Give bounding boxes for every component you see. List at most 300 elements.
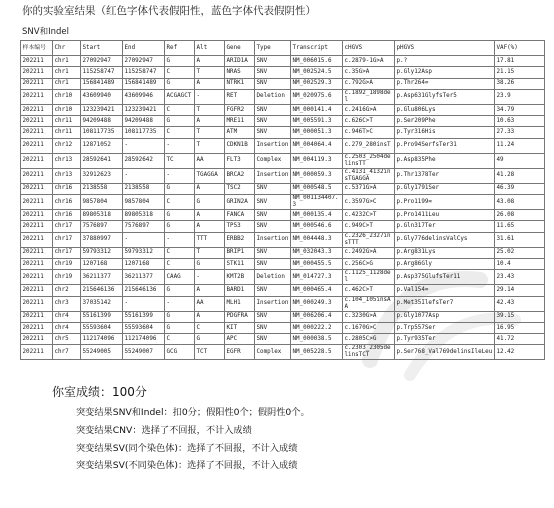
table-cell: ERBB2 <box>225 232 255 247</box>
table-cell: chr11 <box>53 116 81 127</box>
table-cell: 202211 <box>21 232 53 247</box>
table-cell: 202211 <box>21 56 53 67</box>
table-cell: G <box>165 183 195 194</box>
table-cell: 37035142 <box>81 296 123 311</box>
table-cell: NM_000051.3 <box>291 127 343 138</box>
table-cell: - <box>123 232 165 247</box>
table-cell: chr13 <box>53 168 81 183</box>
table-cell: 215646136 <box>123 285 165 296</box>
table-cell: C <box>165 247 195 258</box>
table-cell: 202211 <box>21 270 53 285</box>
table-cell: p.Gln317Ter <box>395 221 495 232</box>
table-cell: 2138558 <box>123 183 165 194</box>
table-cell: c.256C>G <box>343 258 395 269</box>
table-cell: c.35G>A <box>343 67 395 78</box>
table-cell: EGFR <box>225 345 255 360</box>
table-row <box>21 168 545 183</box>
table-cell: 89805318 <box>81 210 123 221</box>
table-cell: KMT2B <box>225 270 255 285</box>
table-cell: p.Glu806Lys <box>395 104 495 115</box>
table-cell: chr7 <box>53 345 81 360</box>
table-cell: 32912623 <box>81 168 123 183</box>
table-cell: G <box>165 78 195 89</box>
table-cell: 28592642 <box>123 153 165 168</box>
table-cell: C <box>165 195 195 210</box>
table-cell: c.2805C>G <box>343 334 395 345</box>
table-cell: 202211 <box>21 153 53 168</box>
table-cell: 202211 <box>21 104 53 115</box>
table-cell: c.104_105insAA <box>343 296 395 311</box>
column-header: pHGVS <box>395 41 495 56</box>
table-cell: 10.63 <box>495 116 545 127</box>
table-cell: 55161399 <box>81 311 123 322</box>
table-cell: 112174096 <box>81 334 123 345</box>
table-cell: - <box>165 138 195 153</box>
table-cell: NM_004119.3 <box>291 153 343 168</box>
table-cell: chr2 <box>53 285 81 296</box>
table-cell: A <box>195 56 225 67</box>
table-cell: 55249005 <box>81 345 123 360</box>
table-header-row <box>21 41 545 56</box>
table-cell: chr4 <box>53 311 81 322</box>
table-cell: GCG <box>165 345 195 360</box>
table-cell: 202211 <box>21 322 53 333</box>
table-cell: p.Gly1077Asp <box>395 311 495 322</box>
table-cell: 28592641 <box>81 153 123 168</box>
table-cell: NM_000135.4 <box>291 210 343 221</box>
table-cell: 202211 <box>21 247 53 258</box>
table-cell: chr1 <box>53 67 81 78</box>
table-cell: 36211377 <box>123 270 165 285</box>
table-cell: p.Gly12Asp <box>395 67 495 78</box>
result-line-sv-different-chromosome: 突变结果SV(不同染色体)：选择了不回报，不计入成绩 <box>76 460 298 472</box>
table-cell: 43.08 <box>495 195 545 210</box>
table-cell: Deletion <box>255 89 291 104</box>
table-cell: c.1125_1128del <box>343 270 395 285</box>
table-cell: A <box>195 183 225 194</box>
table-cell: chr17 <box>53 232 81 247</box>
table-cell: chr1 <box>53 78 81 89</box>
table-cell: 202211 <box>21 345 53 360</box>
table-cell: 1207168 <box>123 258 165 269</box>
table-cell: BARD1 <box>225 285 255 296</box>
table-cell: 39.15 <box>495 311 545 322</box>
table-cell: STK11 <box>225 258 255 269</box>
table-cell: c.462C>T <box>343 285 395 296</box>
table-row <box>21 78 545 89</box>
table-cell: APC <box>225 334 255 345</box>
table-cell: CDKN1B <box>225 138 255 153</box>
table-cell: 112174096 <box>123 334 165 345</box>
table-cell: p.Asp835Phe <box>395 153 495 168</box>
table-cell: ARID1A <box>225 56 255 67</box>
table-cell: 34.79 <box>495 104 545 115</box>
table-row <box>21 258 545 269</box>
table-cell: chr1 <box>53 56 81 67</box>
table-cell: 202211 <box>21 258 53 269</box>
table-cell: 156841489 <box>123 78 165 89</box>
table-cell: TSC2 <box>225 183 255 194</box>
table-cell: chr10 <box>53 89 81 104</box>
table-cell: NM_020975.6 <box>291 89 343 104</box>
table-row <box>21 138 545 153</box>
table-cell: SNV <box>255 285 291 296</box>
table-cell: 202211 <box>21 183 53 194</box>
table-cell: p.Pro94SerfsTer31 <box>395 138 495 153</box>
table-row <box>21 345 545 360</box>
table-cell: FLT3 <box>225 153 255 168</box>
table-cell: 16.95 <box>495 322 545 333</box>
table-cell: NTRK1 <box>225 78 255 89</box>
table-cell: C <box>165 334 195 345</box>
table-cell: 42.43 <box>495 296 545 311</box>
table-cell: p.Ser768_Val769delinsIleLeu <box>395 345 495 360</box>
table-cell: G <box>165 210 195 221</box>
table-cell: c.2492G>A <box>343 247 395 258</box>
table-cell: 36211377 <box>81 270 123 285</box>
table-row <box>21 183 545 194</box>
table-cell: G <box>165 116 195 127</box>
table-cell: A <box>195 210 225 221</box>
table-cell: NM_000038.5 <box>291 334 343 345</box>
table-cell: - <box>195 89 225 104</box>
table-cell: 55593604 <box>123 322 165 333</box>
table-cell: 55593604 <box>81 322 123 333</box>
table-cell: 202211 <box>21 138 53 153</box>
table-cell: NM_000465.4 <box>291 285 343 296</box>
table-cell: 9857804 <box>81 195 123 210</box>
column-header: End <box>123 41 165 56</box>
table-row <box>21 67 545 78</box>
table-cell: SNV <box>255 195 291 210</box>
table-cell: MRE11 <box>225 116 255 127</box>
table-cell: chr3 <box>53 296 81 311</box>
table-cell: Complex <box>255 153 291 168</box>
table-cell: c.1892_1898del <box>343 89 395 104</box>
table-cell: 2138558 <box>81 183 123 194</box>
table-cell: c.5371G>A <box>343 183 395 194</box>
table-cell: CAAG <box>165 270 195 285</box>
table-cell: A <box>195 311 225 322</box>
table-cell: 43609940 <box>81 89 123 104</box>
table-cell: NM_014727.3 <box>291 270 343 285</box>
table-row <box>21 116 545 127</box>
table-cell: FGFR2 <box>225 104 255 115</box>
table-cell: A <box>195 221 225 232</box>
table-cell: 215646136 <box>81 285 123 296</box>
table-cell: G <box>195 334 225 345</box>
table-row <box>21 247 545 258</box>
table-cell: chr19 <box>53 258 81 269</box>
table-cell: - <box>195 270 225 285</box>
table-cell: c.4232C>T <box>343 210 395 221</box>
table-cell: NM_000548.5 <box>291 183 343 194</box>
column-header: Ref <box>165 41 195 56</box>
table-row <box>21 285 545 296</box>
table-cell: Deletion <box>255 270 291 285</box>
table-cell: - <box>165 232 195 247</box>
table-cell: NM_006206.4 <box>291 311 343 322</box>
table-cell: 7576897 <box>81 221 123 232</box>
table-cell: Insertion <box>255 232 291 247</box>
column-header: Start <box>81 41 123 56</box>
table-cell: Complex <box>255 345 291 360</box>
table-cell: 94209488 <box>81 116 123 127</box>
table-cell: 156841489 <box>81 78 123 89</box>
table-cell: c.792G>A <box>343 78 395 89</box>
table-cell: c.3597G>C <box>343 195 395 210</box>
table-cell: 43609946 <box>123 89 165 104</box>
table-cell: C <box>195 322 225 333</box>
table-cell: SNV <box>255 322 291 333</box>
table-cell: TTT <box>195 232 225 247</box>
table-cell: p.Thr264= <box>395 78 495 89</box>
table-cell: TGAGGA <box>195 168 225 183</box>
table-row <box>21 195 545 210</box>
table-cell: 115258747 <box>123 67 165 78</box>
table-cell: NM_005228.5 <box>291 345 343 360</box>
table-cell: 202211 <box>21 296 53 311</box>
table-cell: 9857804 <box>123 195 165 210</box>
column-header: Gene <box>225 41 255 56</box>
table-cell: SNV <box>255 221 291 232</box>
table-cell: c.2326_2327insTTT <box>343 232 395 247</box>
table-cell: 202211 <box>21 127 53 138</box>
table-cell: p.? <box>395 56 495 67</box>
table-cell: p.Arg86Gly <box>395 258 495 269</box>
table-cell: 11.65 <box>495 221 545 232</box>
table-cell: Insertion <box>255 138 291 153</box>
table-cell: p.Tyr935Ter <box>395 334 495 345</box>
table-cell: 12871052 <box>81 138 123 153</box>
table-cell: NM_004064.4 <box>291 138 343 153</box>
table-cell: 31.61 <box>495 232 545 247</box>
table-cell: G <box>165 221 195 232</box>
table-row <box>21 232 545 247</box>
table-cell: Insertion <box>255 168 291 183</box>
section-label: SNV和Indel <box>22 27 69 37</box>
table-cell: MLH1 <box>225 296 255 311</box>
table-cell: C <box>165 127 195 138</box>
table-cell: NM_000546.6 <box>291 221 343 232</box>
table-cell: c.2416G>A <box>343 104 395 115</box>
table-cell: 55249007 <box>123 345 165 360</box>
table-cell: G <box>165 322 195 333</box>
table-cell: 59793312 <box>81 247 123 258</box>
table-cell: SNV <box>255 78 291 89</box>
table-cell: p.Asp631GlyfsTer5 <box>395 89 495 104</box>
table-cell: p.Arg831Lys <box>395 247 495 258</box>
table-cell: chr10 <box>53 104 81 115</box>
table-cell: A <box>195 116 225 127</box>
table-cell: NM_032043.3 <box>291 247 343 258</box>
table-cell: 21.15 <box>495 67 545 78</box>
table-cell: - <box>123 296 165 311</box>
table-cell: c.2303_2305delinsTCT <box>343 345 395 360</box>
table-row <box>21 221 545 232</box>
table-cell: A <box>195 285 225 296</box>
table-cell: 202211 <box>21 78 53 89</box>
table-cell: NM_002529.3 <box>291 78 343 89</box>
table-cell: 12.42 <box>495 345 545 360</box>
table-cell: p.Gly1791Ser <box>395 183 495 194</box>
table-cell: 23.43 <box>495 270 545 285</box>
table-cell: SNV <box>255 127 291 138</box>
table-cell: NM_002524.5 <box>291 67 343 78</box>
table-cell: 108117735 <box>81 127 123 138</box>
table-cell: chr11 <box>53 127 81 138</box>
table-cell: KIT <box>225 322 255 333</box>
lab-score: 你室成绩：100分 <box>52 385 147 399</box>
table-cell: c.279_280insT <box>343 138 395 153</box>
table-cell: 202211 <box>21 195 53 210</box>
table-cell: 202211 <box>21 285 53 296</box>
table-cell: c.1670G>C <box>343 322 395 333</box>
table-cell: chr19 <box>53 270 81 285</box>
table-cell: 1207168 <box>81 258 123 269</box>
table-cell: SNV <box>255 258 291 269</box>
page-title: 你的实验室结果（红色字体代表假阳性，蓝色字体代表假阴性） <box>22 5 316 17</box>
table-cell: BRIP1 <box>225 247 255 258</box>
table-cell: 55161399 <box>123 311 165 322</box>
table-row <box>21 89 545 104</box>
table-row <box>21 56 545 67</box>
table-cell: NM_000455.5 <box>291 258 343 269</box>
table-cell: 202211 <box>21 67 53 78</box>
table-cell: chr5 <box>53 334 81 345</box>
table-cell: 23.9 <box>495 89 545 104</box>
table-cell: 108117735 <box>123 127 165 138</box>
table-cell: TP53 <box>225 221 255 232</box>
table-cell: NM_004448.3 <box>291 232 343 247</box>
table-cell: 17.81 <box>495 56 545 67</box>
table-cell: 94209488 <box>123 116 165 127</box>
table-cell: chr13 <box>53 153 81 168</box>
table-cell: T <box>195 67 225 78</box>
table-row <box>21 270 545 285</box>
table-cell: G <box>195 258 225 269</box>
table-cell: SNV <box>255 183 291 194</box>
table-cell: 29.14 <box>495 285 545 296</box>
table-cell: T <box>195 247 225 258</box>
table-cell: c.949C>T <box>343 221 395 232</box>
table-cell: chr16 <box>53 210 81 221</box>
table-cell: - <box>165 168 195 183</box>
table-row <box>21 334 545 345</box>
table-cell: 202211 <box>21 210 53 221</box>
table-cell: FANCA <box>225 210 255 221</box>
table-cell: p.Pro1411Leu <box>395 210 495 221</box>
table-cell: PDGFRA <box>225 311 255 322</box>
table-cell: ACGAGCT <box>165 89 195 104</box>
table-cell: SNV <box>255 210 291 221</box>
table-cell: 7576897 <box>123 221 165 232</box>
table-row <box>21 210 545 221</box>
table-cell: SNV <box>255 247 291 258</box>
table-cell: Insertion <box>255 296 291 311</box>
column-header: Chr <box>53 41 81 56</box>
table-cell: RET <box>225 89 255 104</box>
table-cell: chr17 <box>53 221 81 232</box>
table-row <box>21 311 545 322</box>
result-summary <box>76 404 310 475</box>
table-cell: A <box>195 78 225 89</box>
table-cell: 25.02 <box>495 247 545 258</box>
table-cell: TCT <box>195 345 225 360</box>
table-cell: - <box>165 296 195 311</box>
column-header: Transcript <box>291 41 343 56</box>
column-header: Alt <box>195 41 225 56</box>
table-cell: 38.26 <box>495 78 545 89</box>
column-header: 样本编号 <box>21 41 53 56</box>
table-cell: ATM <box>225 127 255 138</box>
table-cell: 27.33 <box>495 127 545 138</box>
table-cell: SNV <box>255 56 291 67</box>
table-row <box>21 127 545 138</box>
column-header: VAF(%) <box>495 41 545 56</box>
table-cell: C <box>165 104 195 115</box>
table-cell: 41.72 <box>495 334 545 345</box>
table-cell: G <box>165 311 195 322</box>
table-cell: 202211 <box>21 116 53 127</box>
table-cell: - <box>123 138 165 153</box>
column-header: cHGVS <box>343 41 395 56</box>
table-cell: p.Asp375GlufsTer11 <box>395 270 495 285</box>
table-cell: NM_006015.6 <box>291 56 343 67</box>
table-cell: c.2503_2504delinsTT <box>343 153 395 168</box>
result-line-cnv: 突变结果CNV：选择了不回报，不计入成绩 <box>76 424 252 436</box>
table-cell: 27092947 <box>81 56 123 67</box>
table-cell: chr4 <box>53 322 81 333</box>
table-cell: 41.28 <box>495 168 545 183</box>
table-body <box>21 56 545 360</box>
table-cell: T <box>195 104 225 115</box>
table-cell: chr16 <box>53 183 81 194</box>
table-cell: 10.4 <box>495 258 545 269</box>
table-cell: AA <box>195 296 225 311</box>
table-cell: NM_000249.3 <box>291 296 343 311</box>
table-cell: p.Ser209Phe <box>395 116 495 127</box>
table-cell: GRIN2A <box>225 195 255 210</box>
table-cell: NM_005591.3 <box>291 116 343 127</box>
table-cell: NM_000059.3 <box>291 168 343 183</box>
result-line-snv-indel: 突变结果SNV和Indel：扣0分；假阳性0个；假阴性0个。 <box>76 407 310 418</box>
table-cell: p.Trp557Ser <box>395 322 495 333</box>
table-cell: SNV <box>255 67 291 78</box>
table-cell: 202211 <box>21 221 53 232</box>
table-cell: SNV <box>255 104 291 115</box>
table-cell: SNV <box>255 334 291 345</box>
table-cell: p.Gly776delinsValCys <box>395 232 495 247</box>
table-cell: NRAS <box>225 67 255 78</box>
table-cell: C <box>165 258 195 269</box>
table-cell: p.Thr1378Ter <box>395 168 495 183</box>
table-cell: 46.39 <box>495 183 545 194</box>
table-cell: c.4131_4132insTGAGGA <box>343 168 395 183</box>
table-cell: p.Met35IlefsTer7 <box>395 296 495 311</box>
table-cell: TC <box>165 153 195 168</box>
table-cell: c.2879-1G>A <box>343 56 395 67</box>
table-cell: NM_000141.4 <box>291 104 343 115</box>
table-cell: 26.08 <box>495 210 545 221</box>
table-cell: 89805318 <box>123 210 165 221</box>
table-cell: SNV <box>255 311 291 322</box>
table-cell: 115258747 <box>81 67 123 78</box>
table-cell: 123239421 <box>123 104 165 115</box>
table-cell: BRCA2 <box>225 168 255 183</box>
table-cell: chr17 <box>53 247 81 258</box>
table-cell: 49 <box>495 153 545 168</box>
